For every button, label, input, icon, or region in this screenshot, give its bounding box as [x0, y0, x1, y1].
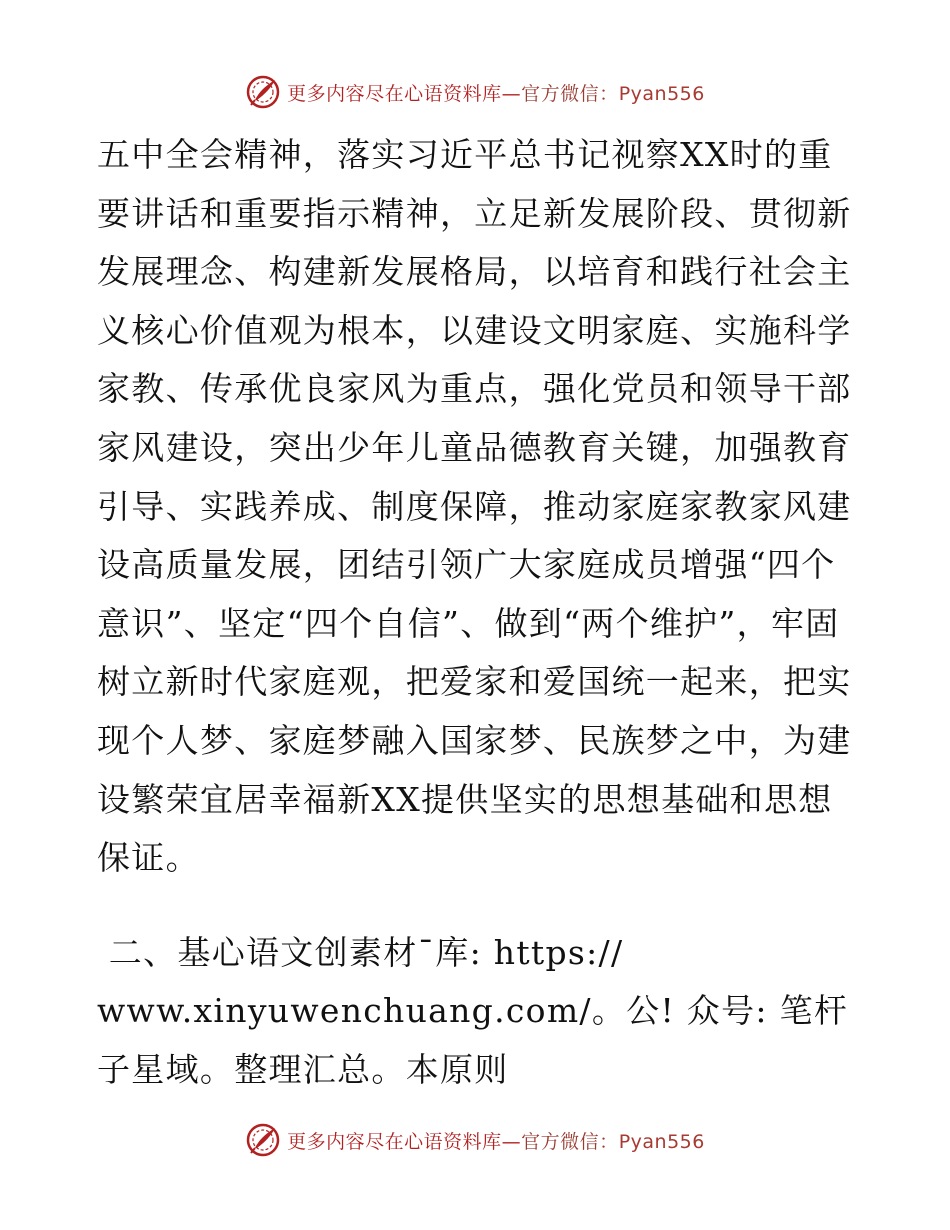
header-tagline [287, 79, 705, 106]
footer-wechat-id: Pyan556 [618, 1130, 705, 1153]
header-tagline-text: 更多内容尽在心语资料库 [287, 82, 502, 105]
footer-tagline-text: 更多内容尽在心语资料库 [287, 1130, 502, 1153]
header-separator: — [501, 82, 522, 105]
header-wechat-id: Pyan556 [618, 82, 705, 105]
footer-banner [0, 1118, 950, 1162]
paragraph-main: 五中全会精神，落实习近平总书记视察XX时的重要讲话和重要指示精神，立足新发展阶段、贯彻新发展理念、构建新发展格局，以培育和践行社会主义核心价值观为根本，以建设文明家庭、实施科学家教、传承优良家风为重点，强化党员和领导干部家风建设，突出少年儿童品德教育关键，加强教育引导、实践养成、制度保障，推动家庭家教家风建设高质量发展，团结引领广大家庭成员增强“四个意识”、坚定“四个自信”、做到“两个维护”，牢固树立新时代家庭观，把爱家和爱国统一起来，把实现个人梦、家庭梦融入国家梦、民族梦之中，为建设繁荣宜居幸福新XX提供坚实的思想基础和思想保证。 [97, 135, 852, 878]
feather-pen-icon [245, 74, 281, 110]
footer-wechat-label: 官方微信： [521, 1130, 619, 1153]
paragraph-section-two: 二、基心语文创素材¯库: https:// www.xinyuwenchuang.com/。公! 众号: 笔杆子星域。整理汇总。本原则 [97, 932, 849, 1089]
header-banner [0, 70, 950, 114]
footer-tagline [287, 1127, 705, 1154]
feather-pen-icon [245, 1122, 281, 1158]
header-wechat-label: 官方微信： [521, 82, 619, 105]
footer-separator: — [501, 1130, 522, 1153]
document-body [97, 126, 857, 1100]
